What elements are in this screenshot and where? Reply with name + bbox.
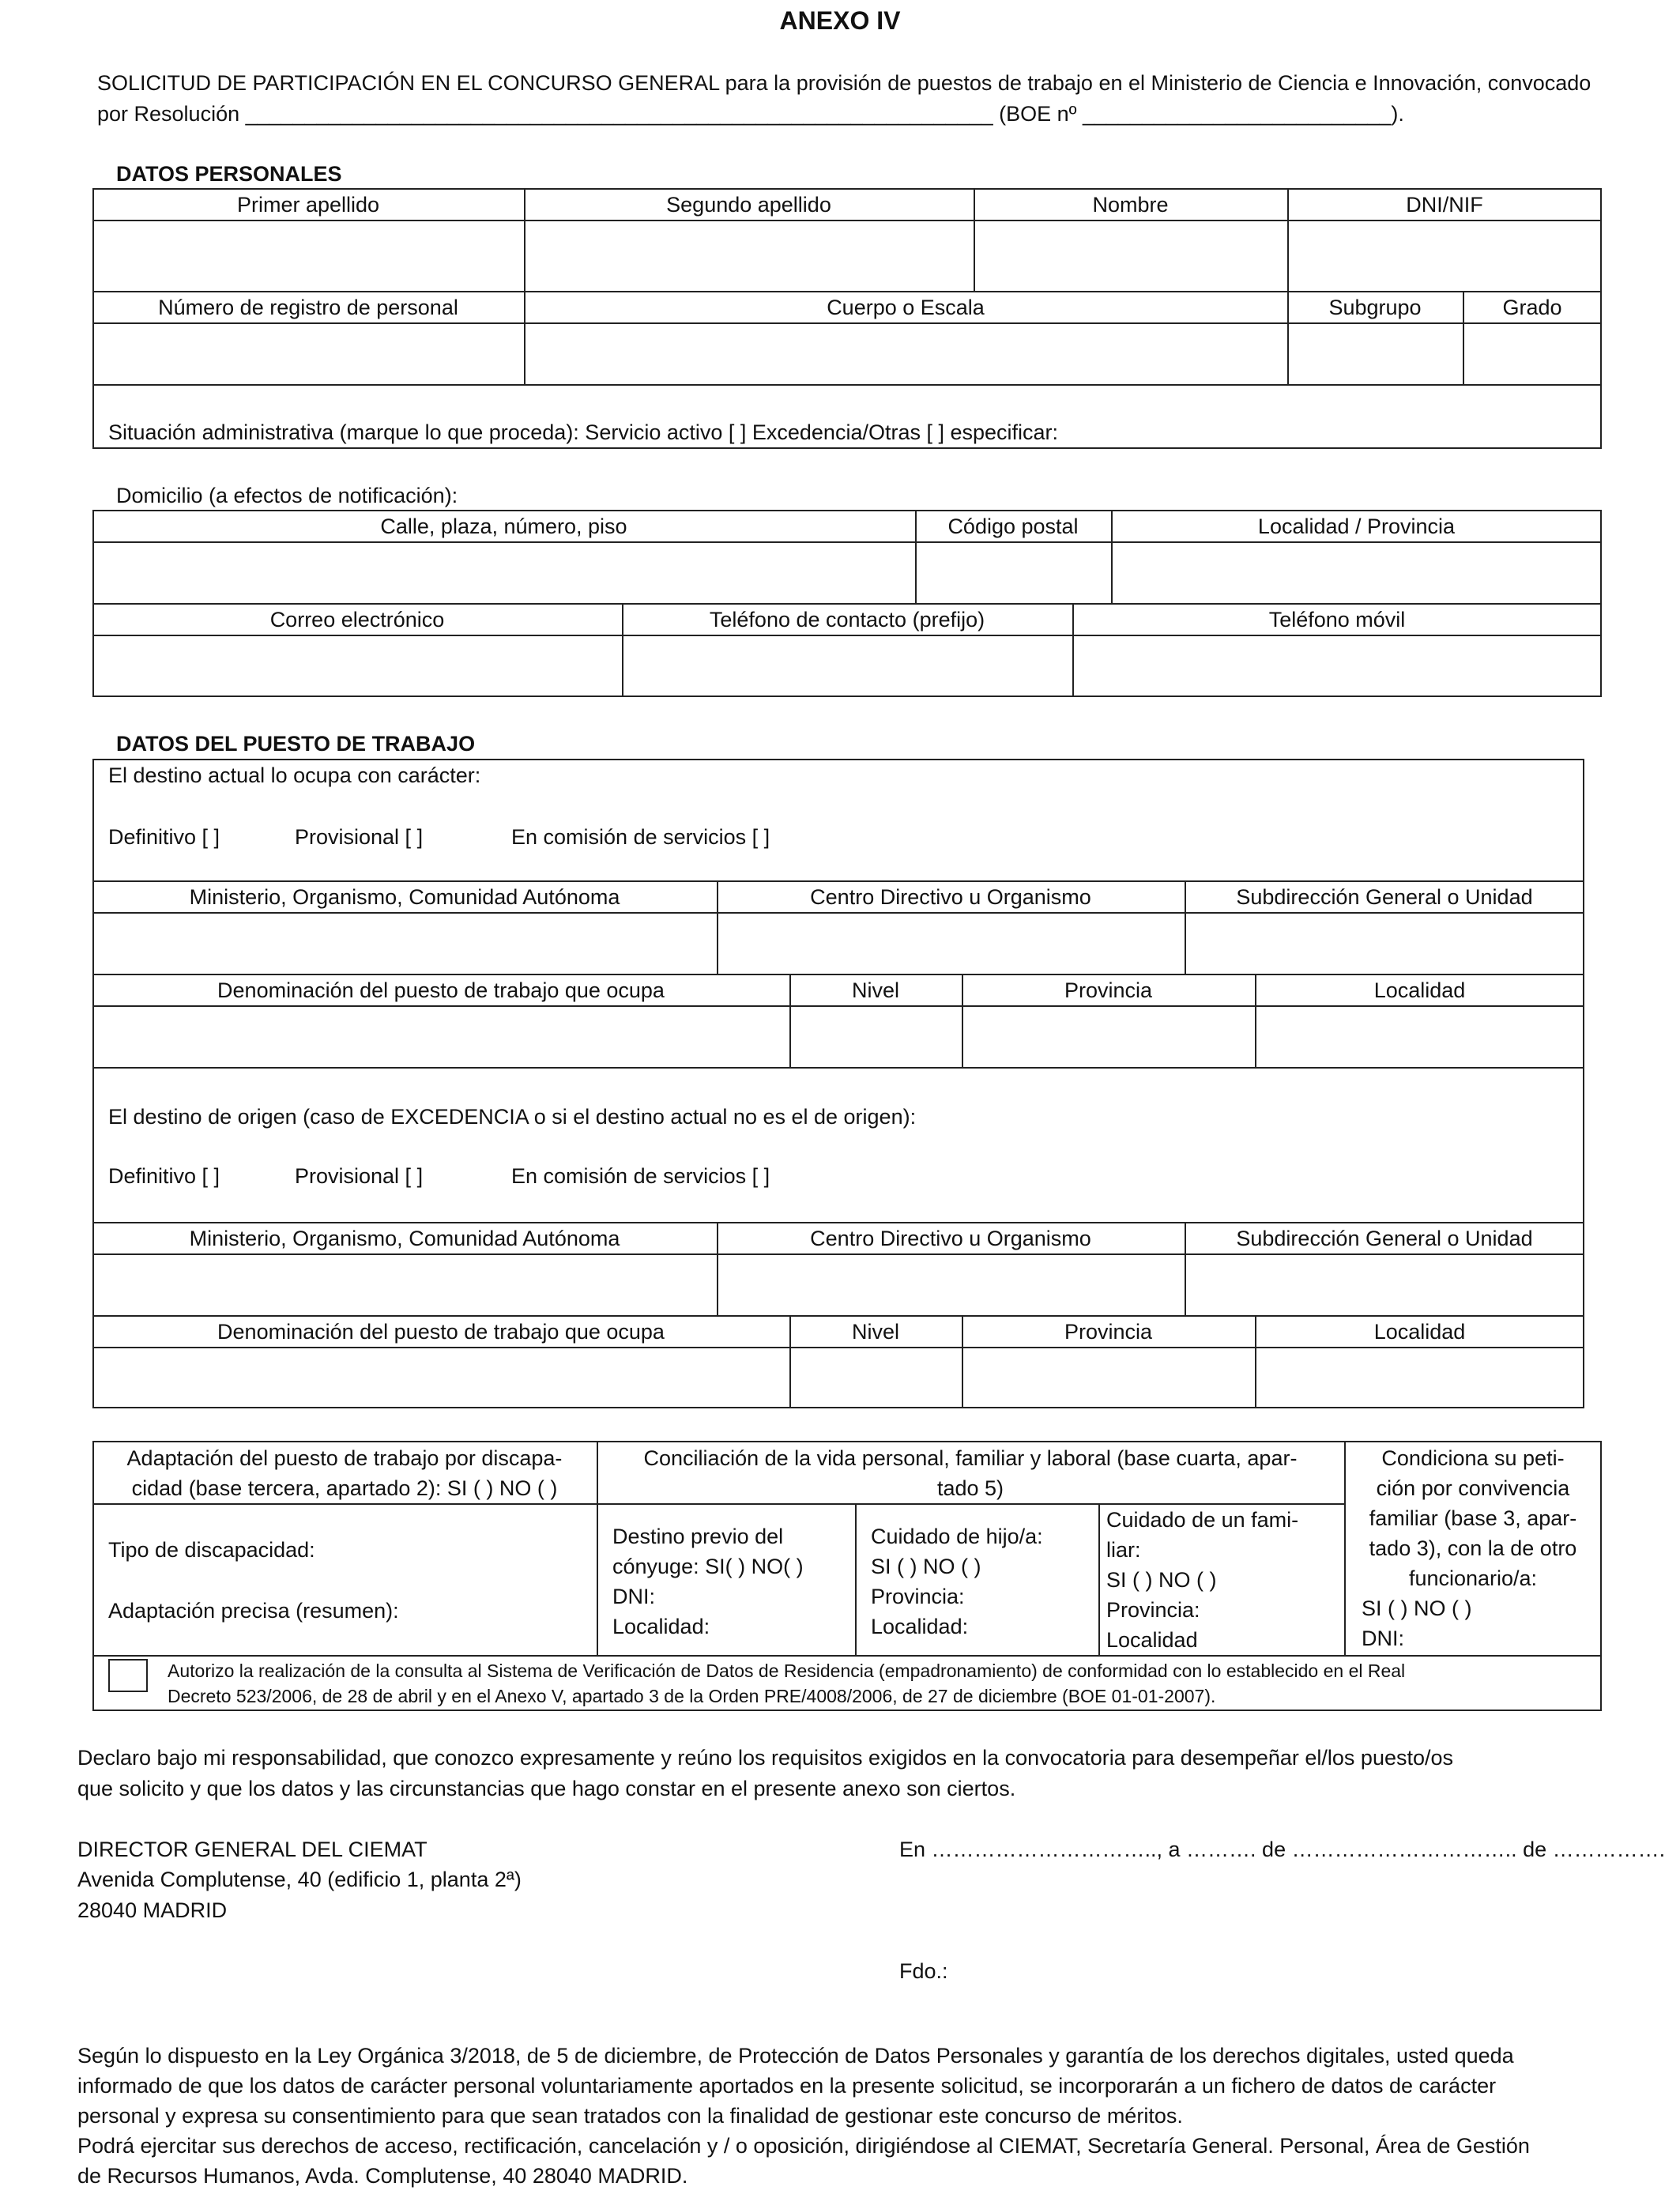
condiciona-line: tado 3), con la de otro [1369, 1536, 1577, 1560]
familiar-line: SI ( ) NO ( ) [1106, 1568, 1217, 1592]
conyuge-line: cónyuge: SI( ) NO( ) [612, 1555, 804, 1578]
header-primer-apellido: Primer apellido [236, 193, 380, 217]
autorizo-text-line-1: Autorizo la realización de la consulta al Sistema de Verificación de Datos de Residencia (empadronamiento) de conformidad con lo establecido en el Real [168, 1661, 1406, 1681]
actual-definitivo-checkbox[interactable]: Definitivo [ ] [108, 825, 220, 849]
condiciona-line: SI ( ) NO ( ) [1362, 1596, 1472, 1620]
header-localidad-provincia: Localidad / Provincia [1257, 515, 1456, 538]
familiar-line: Localidad [1106, 1628, 1198, 1652]
origen-header-centro: Centro Directivo u Organismo [810, 1227, 1091, 1250]
correo-field[interactable] [94, 636, 620, 696]
primer-apellido-field[interactable] [94, 221, 522, 289]
actual-centro-field[interactable] [718, 914, 1183, 972]
header-nombre: Nombre [1092, 193, 1169, 217]
origen-definitivo-checkbox[interactable]: Definitivo [ ] [108, 1164, 220, 1188]
destino-origen-text: El destino de origen (caso de EXCEDENCIA o si el destino actual no es el de origen): [108, 1105, 917, 1129]
calle-field[interactable] [94, 543, 913, 601]
header-subgrupo: Subgrupo [1328, 296, 1422, 319]
actual-header-provincia: Provincia [1064, 978, 1153, 1002]
actual-localidad-field[interactable] [1256, 1007, 1583, 1065]
hijo-line: Cuidado de hijo/a: [871, 1525, 1043, 1548]
origen-provisional-checkbox[interactable]: Provisional [ ] [295, 1164, 424, 1188]
firma-fdo[interactable]: Fdo.: [899, 1959, 948, 1983]
registro-personal-field[interactable] [94, 324, 522, 383]
header-telefono: Teléfono de contacto (prefijo) [709, 608, 985, 631]
actual-comision-checkbox[interactable]: En comisión de servicios [ ] [511, 825, 770, 849]
address-line: DIRECTOR GENERAL DEL CIEMAT [77, 1838, 428, 1861]
origen-header-provincia: Provincia [1064, 1320, 1153, 1344]
actual-header-nivel: Nivel [851, 978, 899, 1002]
conyuge-line: DNI: [612, 1585, 655, 1608]
origen-comision-checkbox[interactable]: En comisión de servicios [ ] [511, 1164, 770, 1188]
cuidado-familiar-block[interactable] [1106, 1505, 1340, 1655]
origen-provincia-field[interactable] [963, 1348, 1253, 1407]
subgrupo-field[interactable] [1289, 324, 1461, 383]
address-line: 28040 MADRID [77, 1898, 228, 1922]
actual-header-denominacion: Denominación del puesto de trabajo que ocupa [217, 978, 665, 1002]
actual-denominacion-field[interactable] [94, 1007, 788, 1065]
actual-provisional-checkbox[interactable]: Provisional [ ] [295, 825, 424, 849]
legal-line: Según lo dispuesto en la Ley Orgánica 3/2018, de 5 de diciembre, de Protección de Datos Personales y garantía de los derechos digitales, usted queda [77, 2044, 1514, 2068]
hijo-line: Localidad: [871, 1615, 969, 1638]
page-title: ANEXO IV [779, 6, 901, 35]
legal-line: informado de que los datos de carácter personal voluntariamente aportados en la presente solicitud, se incorporarán a un fichero de datos de carácter [77, 2074, 1497, 2098]
actual-ministerio-field[interactable] [94, 914, 715, 972]
section-heading-puesto: DATOS DEL PUESTO DE TRABAJO [116, 732, 476, 756]
actual-header-ministerio: Ministerio, Organismo, Comunidad Autónoma [189, 885, 620, 909]
intro-text-line-2: por Resolución _______________________________________________________________ (BOE nº __________________________). [97, 102, 1404, 126]
movil-field[interactable] [1074, 636, 1600, 696]
dni-field[interactable] [1289, 221, 1600, 289]
autorizo-checkbox[interactable] [108, 1659, 148, 1692]
origen-header-ministerio: Ministerio, Organismo, Comunidad Autónoma [189, 1227, 620, 1250]
header-registro-personal: Número de registro de personal [158, 296, 458, 319]
header-correo: Correo electrónico [269, 608, 445, 631]
legal-line: Podrá ejercitar sus derechos de acceso, rectificación, cancelación y / o oposición, dirigiéndose al CIEMAT, Secretaría General. Personal, Área de Gestión [77, 2134, 1530, 2158]
conciliacion-header-line-1: Conciliación de la vida personal, familiar y laboral (base cuarta, apar- [643, 1446, 1298, 1470]
origen-header-localidad: Localidad [1373, 1320, 1466, 1344]
nombre-field[interactable] [975, 221, 1286, 289]
adaptacion-header-line-2[interactable]: cidad (base tercera, apartado 2): SI ( ) NO ( ) [131, 1476, 558, 1500]
section-heading-datos-personales: DATOS PERSONALES [116, 162, 342, 186]
conyuge-line: Localidad: [612, 1615, 710, 1638]
en-fecha-line[interactable]: En ………………………….., a ………. de ………………………….. de ……………. [899, 1838, 1666, 1861]
actual-nivel-field[interactable] [791, 1007, 960, 1065]
actual-provincia-field[interactable] [963, 1007, 1253, 1065]
situacion-administrativa[interactable]: Situación administrativa (marque lo que proceda): Servicio activo [ ] Excedencia/Otras [ ] especificar: [108, 420, 1059, 444]
hijo-line: Provincia: [871, 1585, 965, 1608]
familiar-line: liar: [1106, 1538, 1141, 1562]
hijo-line: SI ( ) NO ( ) [871, 1555, 981, 1578]
tipo-discapacidad[interactable]: Tipo de discapacidad: [108, 1538, 315, 1562]
autorizo-text-line-2: Decreto 523/2006, de 28 de abril y en el Anexo V, apartado 3 de la Orden PRE/4008/2006, de 27 de diciembre (BOE 01-01-2007). [168, 1686, 1216, 1706]
origen-nivel-field[interactable] [791, 1348, 960, 1407]
segundo-apellido-field[interactable] [525, 221, 972, 289]
cuerpo-escala-field[interactable] [525, 324, 1286, 383]
declaro-line-2: que solicito y que los datos y las circunstancias que hago constar en el presente anexo son ciertos. [77, 1777, 1016, 1800]
codigo-postal-field[interactable] [917, 543, 1109, 601]
condiciona-line: DNI: [1362, 1627, 1404, 1650]
header-grado: Grado [1502, 296, 1562, 319]
legal-line: de Recursos Humanos, Avda. Complutense, 40 28040 MADRID. [77, 2164, 688, 2188]
address-line: Avenida Complutense, 40 (edificio 1, planta 2ª) [77, 1868, 522, 1891]
grado-field[interactable] [1464, 324, 1600, 383]
intro-text-line-1: SOLICITUD DE PARTICIPACIÓN EN EL CONCURSO GENERAL para la provisión de puestos de trabajo en el Ministerio de Ciencia e Innovación, convocado [97, 71, 1591, 95]
header-dni-nif: DNI/NIF [1406, 193, 1483, 217]
origen-denominacion-field[interactable] [94, 1348, 788, 1407]
condiciona-line: Condiciona su peti- [1381, 1446, 1565, 1470]
familiar-line: Provincia: [1106, 1598, 1200, 1622]
origen-header-denominacion: Denominación del puesto de trabajo que ocupa [217, 1320, 665, 1344]
actual-header-subdireccion: Subdirección General o Unidad [1236, 885, 1533, 909]
origen-ministerio-field[interactable] [94, 1255, 715, 1314]
familiar-line: Cuidado de un fami- [1106, 1508, 1299, 1532]
header-segundo-apellido: Segundo apellido [666, 193, 831, 217]
actual-header-localidad: Localidad [1373, 978, 1466, 1002]
adaptacion-precisa[interactable]: Adaptación precisa (resumen): [108, 1599, 399, 1623]
origen-header-nivel: Nivel [851, 1320, 899, 1344]
declaro-line-1: Declaro bajo mi responsabilidad, que conozco expresamente y reúno los requisitos exigidos en la convocatoria para desempeñar el/los puesto/os [77, 1746, 1454, 1770]
origen-header-subdireccion: Subdirección General o Unidad [1236, 1227, 1533, 1250]
condiciona-block[interactable] [1346, 1443, 1600, 1653]
condiciona-line: familiar (base 3, apar- [1369, 1506, 1577, 1530]
adaptacion-header-line-1: Adaptación del puesto de trabajo por discapa- [126, 1446, 563, 1470]
condiciona-line: funcionario/a: [1408, 1566, 1538, 1590]
header-calle: Calle, plaza, número, piso [380, 515, 627, 538]
conyuge-line: Destino previo del [612, 1525, 784, 1548]
condiciona-line: ción por convivencia [1376, 1476, 1570, 1500]
actual-header-centro: Centro Directivo u Organismo [810, 885, 1091, 909]
header-movil: Teléfono móvil [1268, 608, 1406, 631]
cuidado-hijo-block[interactable] [871, 1521, 1092, 1642]
conyuge-block[interactable] [612, 1521, 849, 1642]
actual-subdireccion-field[interactable] [1186, 914, 1583, 972]
origen-localidad-field[interactable] [1256, 1348, 1583, 1407]
legal-line: personal y expresa su consentimiento para que sean tratados con la finalidad de gestionar este concurso de méritos. [77, 2104, 1183, 2128]
origen-centro-field[interactable] [718, 1255, 1183, 1314]
domicilio-heading: Domicilio (a efectos de notificación): [116, 484, 458, 507]
header-codigo-postal: Código postal [947, 515, 1079, 538]
destino-actual-caracter: El destino actual lo ocupa con carácter: [108, 763, 481, 787]
telefono-field[interactable] [623, 636, 1071, 696]
conciliacion-header-line-2: tado 5) [936, 1476, 1004, 1500]
header-cuerpo-escala: Cuerpo o Escala [827, 296, 985, 319]
localidad-provincia-field[interactable] [1113, 543, 1600, 601]
origen-subdireccion-field[interactable] [1186, 1255, 1583, 1314]
